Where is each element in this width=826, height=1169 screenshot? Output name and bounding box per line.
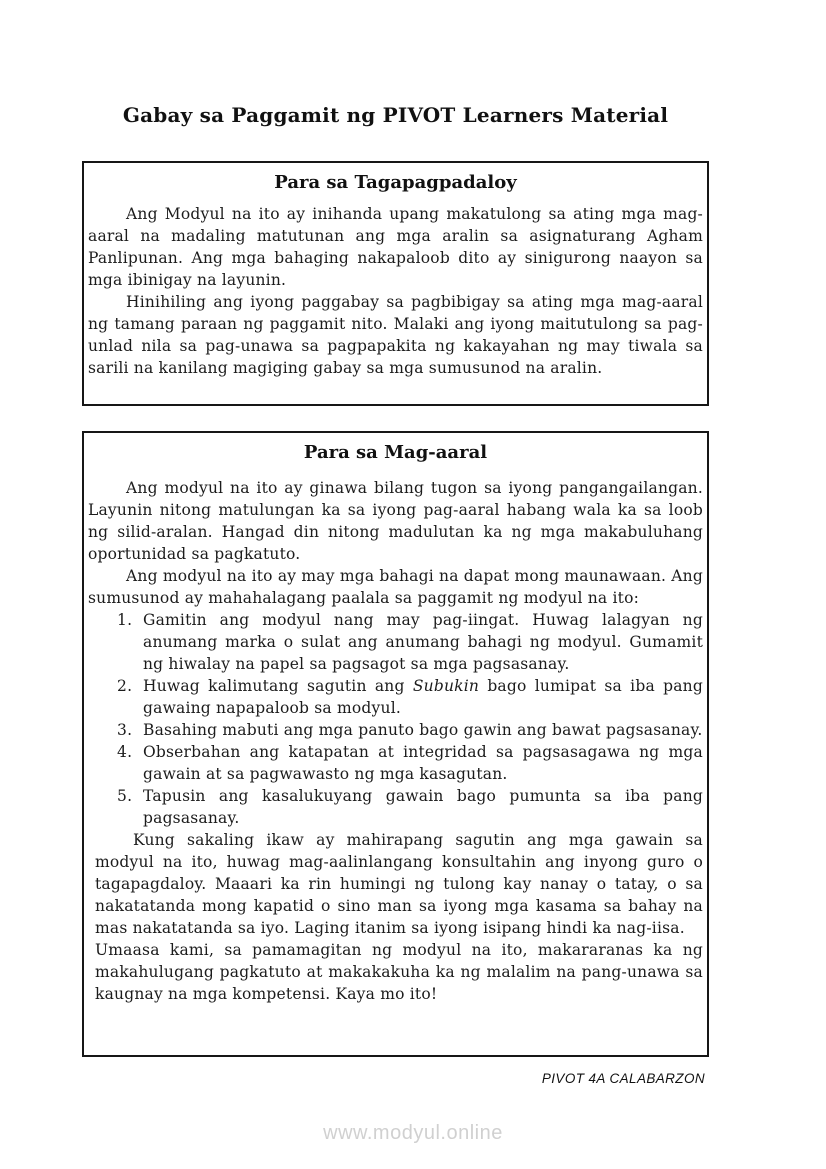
list-item-3 — [143, 719, 703, 741]
list-item-2 — [143, 675, 703, 719]
list-item-4 — [143, 741, 703, 785]
list-item-5-text: Tapusin ang kasalukuyang gawain bago pumunta sa iba pang pagsasanay. — [143, 787, 703, 827]
learner-paragraph-4: Umaasa kami, sa pamamagitan ng modyul na ito, makararanas ka ng makahulugang pagkatuto at makakakuha ka ng malalim na pang-unawa sa kaugnay na mga kompetensi. Kaya mo ito! — [95, 941, 703, 1003]
footer-brand: PIVOT 4A CALABARZON — [541, 1071, 705, 1086]
list-item-4-text: Obserbahan ang katapatan at integridad sa pagsasagawa ng mga gawain at sa pagwawasto ng mga kasagutan. — [143, 743, 703, 783]
learner-box — [82, 431, 709, 1057]
italic-term: Subukin — [412, 677, 480, 695]
list-item-2-text-post: bago lumipat sa iba pang gawaing napapaloob sa modyul. — [143, 677, 703, 717]
list-item-2-text-pre: Huwag kalimutang sagutin ang — [143, 677, 413, 695]
list-item-5 — [143, 785, 703, 829]
learner-paragraph-1: Ang modyul na ito ay ginawa bilang tugon sa iyong pangangailangan. Layunin nitong matulungan ka sa iyong pag-aaral habang wala ka sa loob ng silid-aralan. Hangad din nitong madulutan ka ng mga makabuluhang oportunidad sa pagkatuto. — [88, 479, 703, 563]
list-item-3-text: Basahing mabuti ang mga panuto bago gawin ang bawat pagsasanay. — [143, 721, 703, 739]
facilitator-box — [82, 161, 709, 406]
facilitator-paragraph-1: Ang Modyul na ito ay inihanda upang makatulong sa ating mga mag-aaral na madaling matutunan ang mga aralin sa asignaturang Agham Panlipunan. Ang mga bahaging nakapaloob dito ay sinigurong naayon sa mga ibinigay na layunin. — [88, 205, 703, 289]
reminders-list — [88, 609, 703, 829]
learner-paragraph-3: Kung sakaling ikaw ay mahirapang sagutin ang mga gawain sa modyul na ito, huwag mag-aalinlangang konsultahin ang inyong guro o tagapagdaloy. Maaari ka rin humingi ng tulong kay nanay o tatay, o sa nakatatanda mong kapatid o sino man sa iyong mga kasama sa bahay na mas nakatatanda sa iyo. Laging itanim sa iyong isipang hindi ka nag-iisa. — [95, 831, 703, 937]
facilitator-paragraph-2: Hinihiling ang iyong paggabay sa pagbibigay sa ating mga mag-aaral ng tamang paraan ng paggamit nito. Malaki ang iyong maitutulong sa pag-unlad nila sa pag-unawa sa pagpapakita ng kakayahan ng may tiwala sa sarili na kanilang magiging gabay sa mga sumusunod na aralin. — [88, 293, 703, 377]
list-item-1-text: Gamitin ang modyul nang may pag-iingat. Huwag lalagyan ng anumang marka o sulat ang anumang bahagi ng modyul. Gumamit ng hiwalay na papel sa pagsagot sa mga pagsasanay. — [143, 611, 703, 673]
facilitator-heading: Para sa Tagapagpadaloy — [274, 172, 517, 193]
learner-paragraph-2: Ang modyul na ito ay may mga bahagi na dapat mong maunawaan. Ang sumusunod ay mahahalagang paalala sa paggamit ng modyul na ito: — [88, 567, 703, 607]
page-title: Gabay sa Paggamit ng PIVOT Learners Material — [122, 103, 669, 127]
watermark: www.modyul.online — [323, 1122, 503, 1144]
learner-heading: Para sa Mag-aaral — [303, 442, 488, 463]
list-item-1 — [143, 609, 703, 675]
